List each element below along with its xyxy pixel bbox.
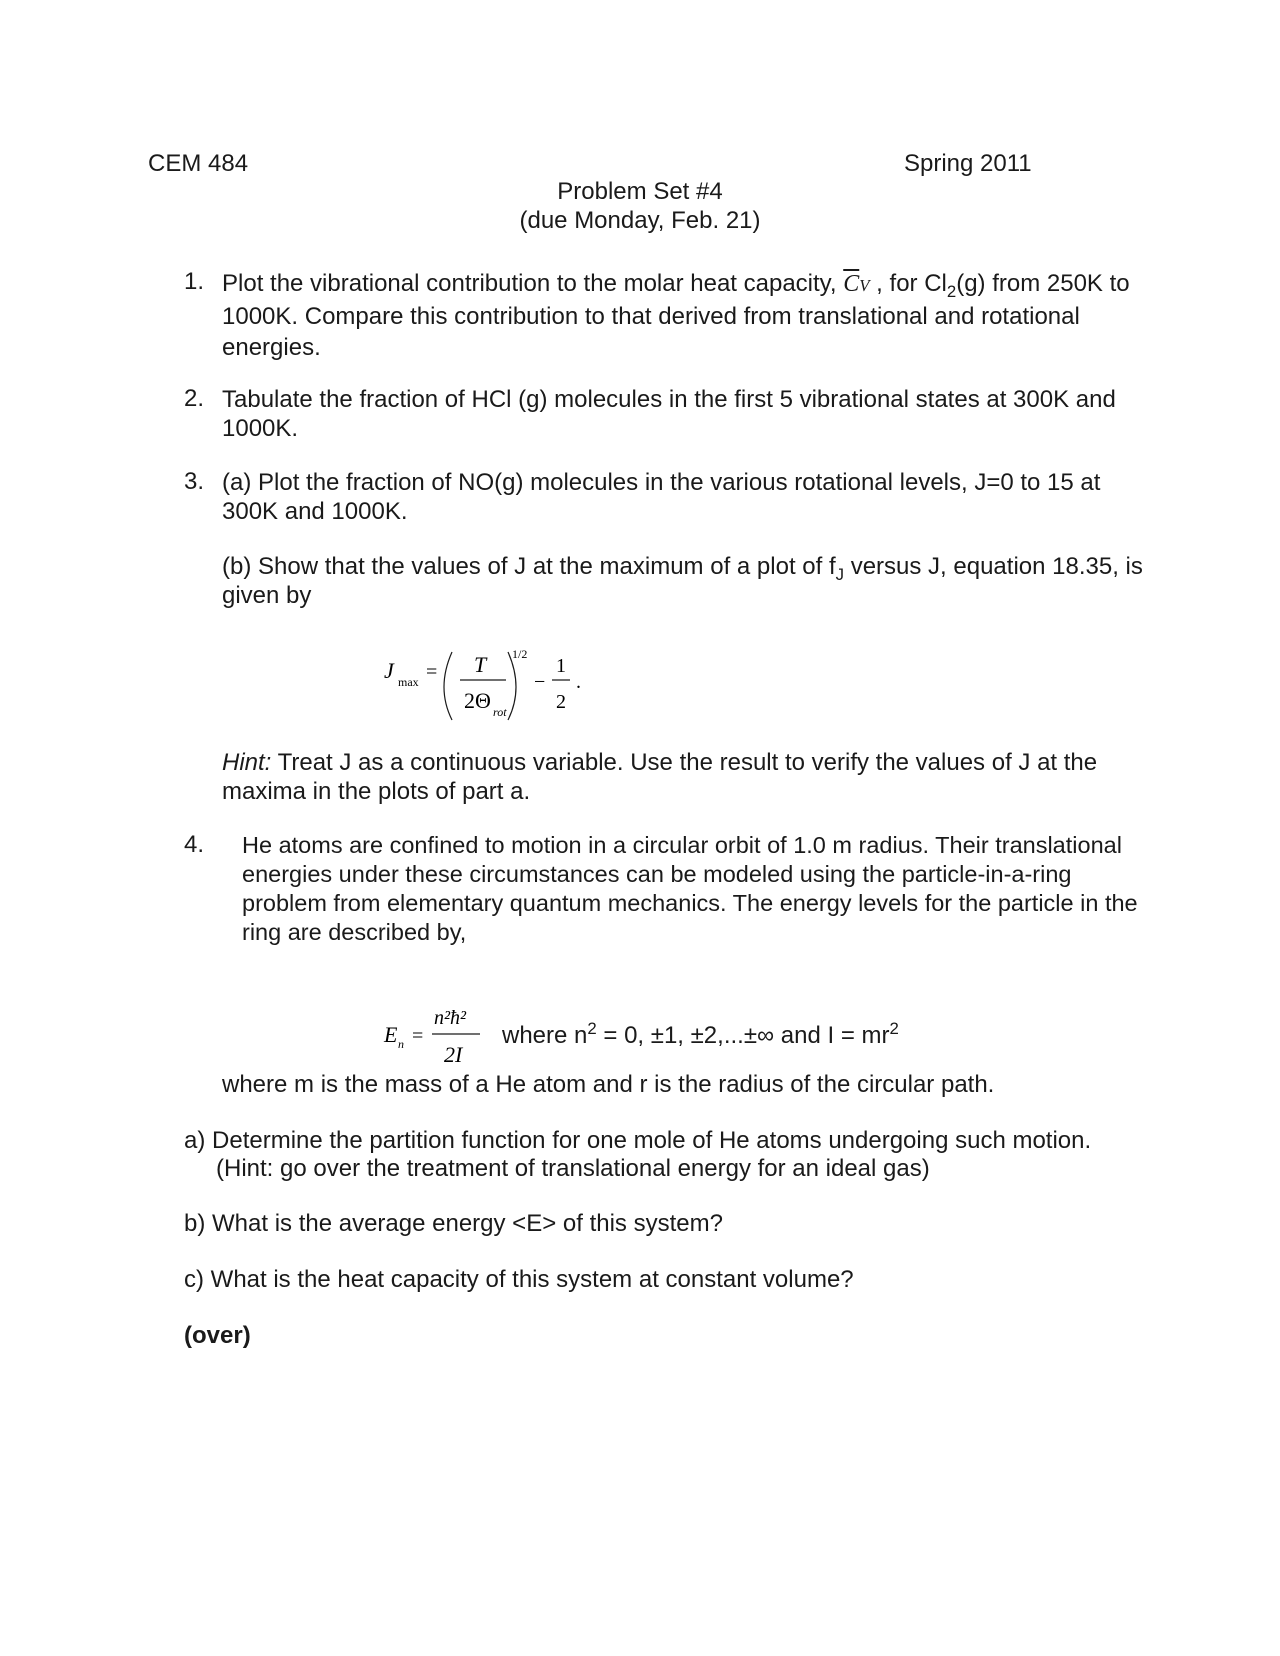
question-4b: b) What is the average energy <E> of this system? xyxy=(184,1210,723,1237)
question-4a: a) Determine the partition function for one mole of He atoms undergoing such motion. xyxy=(184,1127,1092,1154)
page-title: Problem Set #4 xyxy=(557,178,723,205)
jmax-formula-graphic xyxy=(380,648,630,728)
svg-text:−: − xyxy=(534,671,546,693)
due-date: (due Monday, Feb. 21) xyxy=(519,207,761,234)
svg-text:=: = xyxy=(426,661,438,683)
svg-text:E: E xyxy=(384,1022,398,1047)
question-3a-text: (a) Plot the fraction of NO(g) molecules in the various rotational levels, J=0 to 15 at 300K and 1000K. xyxy=(222,469,1101,525)
question-1-number: 1. xyxy=(184,268,205,295)
question-3-number: 3. xyxy=(184,468,205,495)
question-2-text: Tabulate the fraction of HCl (g) molecules in the first 5 vibrational states at 300K and 1000K. xyxy=(222,386,1116,442)
question-4c: c) What is the heat capacity of this system at constant volume? xyxy=(184,1266,854,1293)
svg-text:1/2: 1/2 xyxy=(512,648,528,661)
svg-text:1: 1 xyxy=(556,655,566,677)
svg-text:T: T xyxy=(474,652,487,677)
svg-text:2: 2 xyxy=(556,691,566,713)
svg-text:2I: 2I xyxy=(444,1042,463,1067)
question-3b-text: (b) Show that the values of J at the maximum of a plot of $f_J$ versus J, equation 18.35, is given by xyxy=(222,553,1143,609)
term: Spring 2011 xyxy=(904,150,1032,177)
energy-formula xyxy=(382,1000,512,1070)
svg-text:rot: rot xyxy=(493,705,507,719)
svg-text:.: . xyxy=(576,671,581,693)
energy-formula-graphic xyxy=(382,1000,512,1070)
question-4-text: He atoms are confined to motion in a circular orbit of 1.0 m radius. Their translational energies under these circumstances can be modeled using the particle-in-a-ring problem from elementary quantum mechanics. The energy levels for the particle in the ring are described by, xyxy=(242,832,1138,945)
over-note: (over) xyxy=(184,1322,251,1349)
energy-formula-where: where $n^2 = 0$, ±1, ±2,...±∞ and $I = mr^2$ xyxy=(502,1019,899,1049)
svg-text:2Θ: 2Θ xyxy=(464,688,491,713)
question-2-number: 2. xyxy=(184,385,205,412)
question-3-hint: Hint: Treat J as a continuous variable. Use the result to verify the values of J at the maxima in the plots of part a. xyxy=(222,749,1098,805)
question-4-number: 4. xyxy=(184,831,205,858)
svg-text:n: n xyxy=(398,1037,404,1051)
svg-text:J: J xyxy=(384,658,394,683)
svg-text:n²ħ²: n²ħ² xyxy=(434,1007,466,1029)
question-1-text: Plot the vibrational contribution to the molar heat capacity, $\overline{C}V$ , for $Cl_2(g)$ from 250K to 1000K. Compare this contribution to that derived from translational and rotational energies. xyxy=(222,270,1130,361)
question-4a-hint: (Hint: go over the treatment of translational energy for an ideal gas) xyxy=(216,1155,930,1182)
question-4-where: where m is the mass of a He atom and r is the radius of the circular path. xyxy=(222,1071,995,1098)
svg-text:max: max xyxy=(398,675,419,689)
jmax-formula xyxy=(380,648,630,728)
svg-text:=: = xyxy=(412,1025,424,1047)
course-code: CEM 484 xyxy=(148,150,249,177)
